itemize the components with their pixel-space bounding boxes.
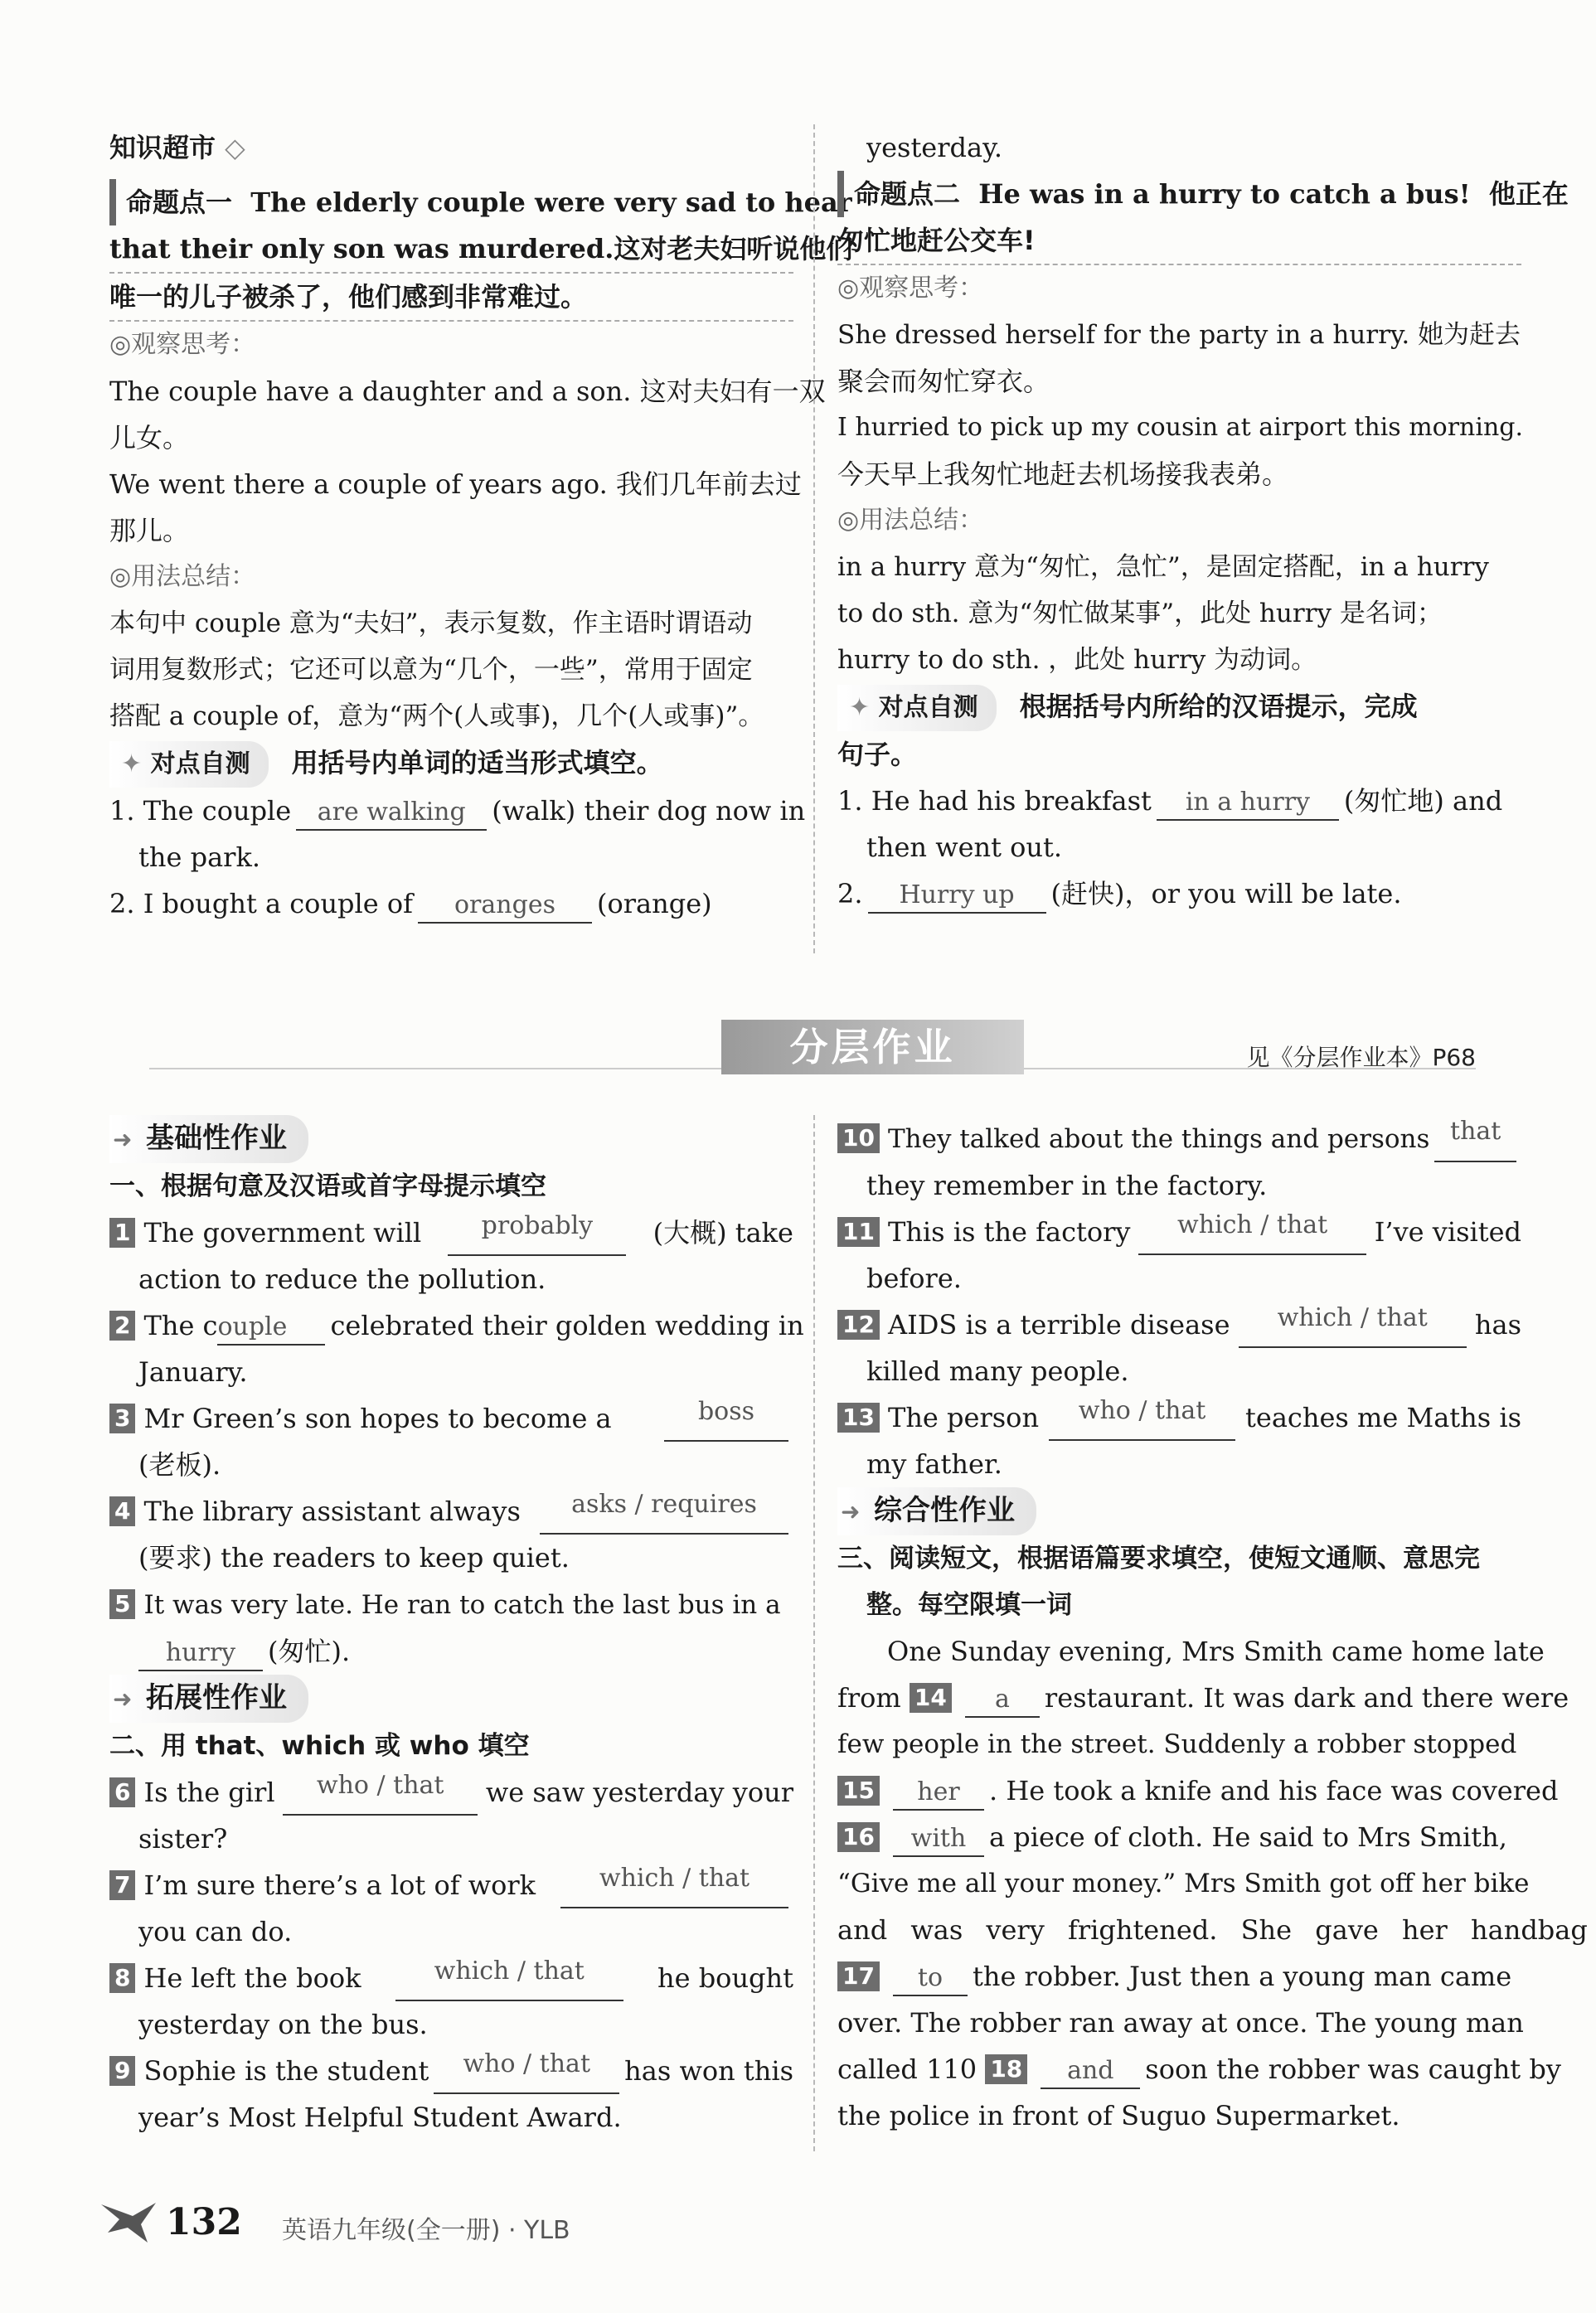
answer-blank[interactable]: that [1434,1115,1516,1162]
exercise-q1-cont: the park. [138,841,260,873]
item-8: 8 He left the book which / that he bought [109,1955,793,2001]
answer-blank[interactable]: a [965,1683,1040,1718]
usage-line-3: hurry to do sth. ，此处 hurry 为动词。 [837,645,1317,675]
item-1: 1 The government will probably (大概) take [109,1210,793,1256]
column-divider [813,124,815,953]
answer-blank[interactable]: hurry [138,1637,263,1671]
part3-title-2: 整。每空限填一词 [866,1590,1072,1620]
bird-logo-icon [99,2199,158,2244]
passage-line-2: from 14 a restaurant. It was dark and there were [837,1675,1521,1721]
item-2-cont: January. [138,1356,248,1388]
knowledge-section-right [837,124,1569,917]
point2-line1: 命题点二 He was in a hurry to catch a bus! 他正在 [837,171,1521,217]
usage-label: ◎用法总结： [109,562,256,591]
answer-blank[interactable]: which / that [395,1955,623,2001]
passage-line-3: few people in the street. Suddenly a robber stopped [837,1729,1517,1759]
passage-line-9: over. The robber ran away at once. The young man [837,2007,1524,2039]
part1-title: 一、根据句意及汉语或首字母提示填空 [109,1171,546,1201]
section-title: 知识超市 ◇ [109,132,245,163]
answer-blank[interactable]: who / that [283,1769,478,1816]
usage-label: ◎用法总结： [837,506,984,535]
example-2: We went there a couple of years ago. 我们几年前去过 [109,468,802,500]
item-10-cont: they remember in the factory. [866,1170,1268,1201]
answer-blank[interactable]: which / that [560,1862,788,1908]
observe-label: ◎观察思考： [837,274,984,303]
passage-line-7: and was very frightened. She gave her handbag [837,1914,1588,1946]
arrow-icon: ➜ [113,1126,133,1153]
continued-line: yesterday. [866,132,1003,163]
example-1-cont: 聚会而匆忙穿衣。 [837,366,1050,397]
answer-blank[interactable]: who / that [434,2048,619,2094]
exercise-q1-cont: then went out. [866,832,1063,863]
answer-blank[interactable]: asks / requires [540,1488,788,1535]
comprehensive-heading: ➜ 综合性作业 [837,1487,1521,1535]
item-2: 2 The couple celebrated their golden wedding in [109,1302,793,1349]
item-11: 11 This is the factory which / that I’ve visited [837,1209,1521,1255]
item-4: 4 The library assistant always asks / requires [109,1488,793,1535]
example-1: She dressed herself for the party in a hurry. 她为赶去 [837,320,1521,350]
answer-blank[interactable]: boss [664,1395,788,1442]
item-5: 5 It was very late. He ran to catch the last bus in a [109,1581,793,1628]
part3-title-1: 三、阅读短文，根据语篇要求填空，使短文通顺、意思完 [837,1544,1480,1574]
usage-line-2: 词用复数形式；它还可以意为“几个，一些”，常用于固定 [109,655,753,685]
page-number: 132 [166,2201,242,2243]
item-13: 13 The person who / that teaches me Maths is [837,1394,1521,1441]
selftest-instr-cont: 句子。 [837,739,918,770]
example-1-cont: 儿女。 [109,422,190,453]
example-1: The couple have a daughter and a son. 这对夫妇有一双 [109,376,826,407]
usage-line-1: in a hurry 意为“匆忙，急忙”，是固定搭配，in a hurry [837,552,1489,582]
example-2-cont: 那儿。 [109,515,190,546]
item-7: 7 I’m sure there’s a lot of work which / that [109,1862,793,1908]
item-3-cont: (老板). [138,1449,221,1481]
answer-blank[interactable]: probably [448,1210,626,1256]
passage-line-10: called 110 18 and soon the robber was caught by [837,2046,1521,2092]
banner-title: 分层作业 [721,1020,1024,1074]
point1-line3: 唯一的儿子被杀了，他们感到非常难过。 [109,274,793,322]
usage-line-2: to do sth. 意为“匆忙做某事”，此处 hurry 是名词； [837,599,1443,628]
arrow-icon: ➜ [841,1498,861,1525]
point1-line2: that their only son was murdered.这对老夫妇听说他们 [109,225,793,274]
usage-line-1: 本句中 couple 意为“夫妇”，表示复数，作主语时谓语动 [109,609,753,638]
passage-line-1: One Sunday evening, Mrs Smith came home late [887,1636,1545,1667]
item-5-cont: hurry (匆忙). [109,1628,793,1675]
column-divider [813,1115,815,2151]
example-2: I hurried to pick up my cousin at airport this morning. [837,413,1524,442]
basic-homework [109,1115,804,2141]
answer-blank[interactable]: and [1041,2054,1140,2089]
selftest-badge: ✦ 对点自测 [837,685,997,731]
passage-line-4: 15 her . He took a knife and his face was covered [837,1767,1521,1814]
answer-blank[interactable]: are walking [296,796,487,831]
item-10: 10 They talked about the things and persons that [837,1115,1521,1162]
item-6-cont: sister? [138,1823,228,1855]
item-11-cont: before. [866,1263,962,1294]
answer-blank[interactable]: in a hurry [1157,786,1339,821]
extend-homework-right [837,1115,1588,2139]
passage-line-11: the police in front of Suguo Supermarket. [837,2100,1400,2131]
answer-blank[interactable]: her [893,1776,984,1811]
selftest-header: ✦ 对点自测 根据括号内所给的汉语提示，完成 [837,683,1521,731]
item-13-cont: my father. [866,1448,1002,1480]
passage-line-8: 17 to the robber. Just then a young man came [837,1953,1521,2000]
answer-blank[interactable]: Hurry up [868,879,1046,914]
extend-heading: ➜ 拓展性作业 [109,1675,793,1723]
answer-blank[interactable]: which / that [1239,1302,1467,1348]
item-7-cont: you can do. [138,1916,293,1947]
example-2-zh: 今天早上我匆忙地赶去机场接我表弟。 [837,458,1289,490]
item-4-cont: (要求) the readers to keep quiet. [138,1542,570,1574]
part2-title: 二、用 that、which 或 who 填空 [109,1731,530,1761]
exercise-q2: 2. I bought a couple of oranges (orange) [109,880,793,927]
item-12-cont: killed many people. [866,1355,1129,1387]
item-8-cont: yesterday on the bus. [138,2009,428,2040]
answer-blank[interactable]: ouple [217,1311,325,1346]
item-9: 9 Sophie is the student who / that has won this [109,2048,793,2094]
answer-blank[interactable]: to [893,1961,968,1996]
arrow-icon: ➜ [113,1685,133,1713]
passage-line-5: 16 with a piece of cloth. He said to Mrs Smith, [837,1814,1521,1860]
answer-blank[interactable]: oranges [418,889,592,924]
answer-blank[interactable]: who / that [1049,1394,1235,1441]
usage-line-3: 搭配 a couple of，意为“两个(人或事)，几个(人或事)”。 [109,701,764,731]
item-9-cont: year’s Most Helpful Student Award. [138,2102,622,2133]
banner-reference: 见《分层作业本》P68 [1246,1044,1476,1071]
selftest-badge: ✦ 对点自测 [109,741,269,788]
answer-blank[interactable]: which / that [1138,1209,1366,1255]
knowledge-section [109,124,853,927]
item-6: 6 Is the girl who / that we saw yesterday your [109,1769,793,1816]
selftest-header: ✦ 对点自测 用括号内单词的适当形式填空。 [109,739,793,788]
book-title: 英语九年级(全一册) · YLB [282,2216,570,2245]
item-12: 12 AIDS is a terrible disease which / that has [837,1302,1521,1348]
item-1-cont: action to reduce the pollution. [138,1263,546,1295]
observe-label: ◎观察思考： [109,330,256,359]
point1-line1: 命题点一 The elderly couple were very sad to hear [109,179,793,225]
basic-heading: ➜ 基础性作业 [109,1115,793,1163]
answer-blank[interactable]: with [893,1822,984,1857]
point2-line2: 匆忙地赶公交车! [837,217,1521,265]
exercise-q1: 1. The couple are walking (walk) their dog now in [109,788,793,834]
exercise-q1: 1. He had his breakfast in a hurry (匆忙地) and [837,778,1521,824]
passage-line-6: “Give me all your money.” Mrs Smith got off her bike [837,1869,1530,1898]
item-3: 3 Mr Green’s son hopes to become a boss [109,1395,793,1442]
homework-banner [149,1020,1476,1078]
exercise-q2: 2. Hurry up (赶快)，or you will be late. [837,870,1521,917]
